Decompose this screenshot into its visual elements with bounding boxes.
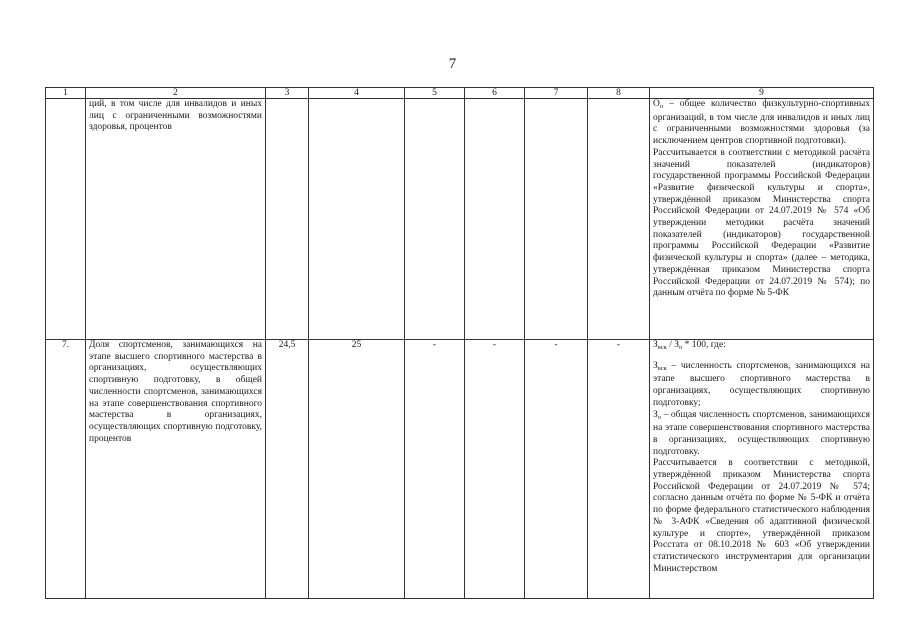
value-col4 bbox=[309, 99, 405, 340]
calculation-method bbox=[650, 340, 874, 599]
value-col6: - bbox=[465, 340, 525, 599]
formula: $З_{вск} / З_о * 100$, где: bbox=[653, 340, 726, 351]
header-cell: 5 bbox=[405, 88, 465, 99]
calculation-method bbox=[650, 99, 874, 340]
value-col8: - bbox=[588, 340, 650, 599]
calculation-note: Рассчитывается в соответствии с методикой, утверждённой приказом Министерства спорта Российской Федерации от 24.07.2019 № 574; согласно данным отчёта по форме № 5-ФК и отчёта по форме федерального статистического наблюдения № 3-АФК «Сведения об адаптивной физической культуре и спорте», утверждённой приказом Росстата от 08.10.2018 № 603 «Об утверждении статистического инструментария для организации Министерством bbox=[653, 458, 870, 574]
value-col3: 24,5 bbox=[266, 340, 309, 599]
value-col6 bbox=[465, 99, 525, 340]
indicator-name: ций, в том числе для инвалидов и иных лиц с ограниченными возможностями здоровья, процентов bbox=[86, 99, 266, 340]
value-col8 bbox=[588, 99, 650, 340]
header-cell: 6 bbox=[465, 88, 525, 99]
table-header-row bbox=[46, 88, 874, 99]
indicator-name: Доля спортсменов, занимающихся на этапе высшего спортивного мастерства в организациях, осуществляющих спортивную подготовку, в общей численности спортсменов, занимающихся на этапе совершенствования спортивного мастерства в организациях, осуществляющих спортивную подготовку, процентов bbox=[86, 340, 266, 599]
header-cell: 2 bbox=[86, 88, 266, 99]
variable-definition: $З_{вск}$ – численность спортсменов, занимающихся на этапе высшего спортивного мастерства в организациях, осуществляющих спортивную подготовку; bbox=[653, 360, 870, 408]
table-row bbox=[46, 99, 874, 340]
header-cell: 9 bbox=[650, 88, 874, 99]
value-col3 bbox=[266, 99, 309, 340]
header-cell: 3 bbox=[266, 88, 309, 99]
header-cell: 4 bbox=[309, 88, 405, 99]
indicators-table bbox=[45, 87, 874, 599]
variable-definition: $З_о$ – общая численность спортсменов, занимающихся на этапе совершенствования спортивного мастерства в организациях, осуществляющих спортивную подготовку. bbox=[653, 409, 870, 457]
header-cell: 1 bbox=[46, 88, 86, 99]
value-col7 bbox=[525, 99, 588, 340]
table-row bbox=[46, 340, 874, 599]
header-cell: 7 bbox=[525, 88, 588, 99]
value-col5 bbox=[405, 99, 465, 340]
page-number: 7 bbox=[448, 56, 457, 72]
row-number: 7. bbox=[46, 340, 86, 599]
row-number bbox=[46, 99, 86, 340]
header-cell: 8 bbox=[588, 88, 650, 99]
calculation-note: Рассчитывается в соответствии с методикой расчёта значений показателей (индикаторов) государственной программы Российской Федерации «Развитие физической культуры и спорта», утверждённой приказом Министерства спорта Российской Федерации от 24.07.2019 № 574 «Об утверждении методики расчёта значений показателей (индикаторов) государственной программы Российской Федерации «Развитие физической культуры и спорта» (далее – методика, утверждённая приказом Министерства спорта Российской Федерации от 24.07.2019 № 574); по данным отчёта по форме № 5-ФК bbox=[653, 147, 870, 299]
variable-definition: $О_о$ – общее количество физкультурно-спортивных организаций, в том числе для инвалидов и иных лиц с ограниченными возможностями здоровья (за исключением центров спортивной подготовки). bbox=[653, 99, 870, 147]
value-col7: - bbox=[525, 340, 588, 599]
value-col5: - bbox=[405, 340, 465, 599]
value-col4: 25 bbox=[309, 340, 405, 599]
